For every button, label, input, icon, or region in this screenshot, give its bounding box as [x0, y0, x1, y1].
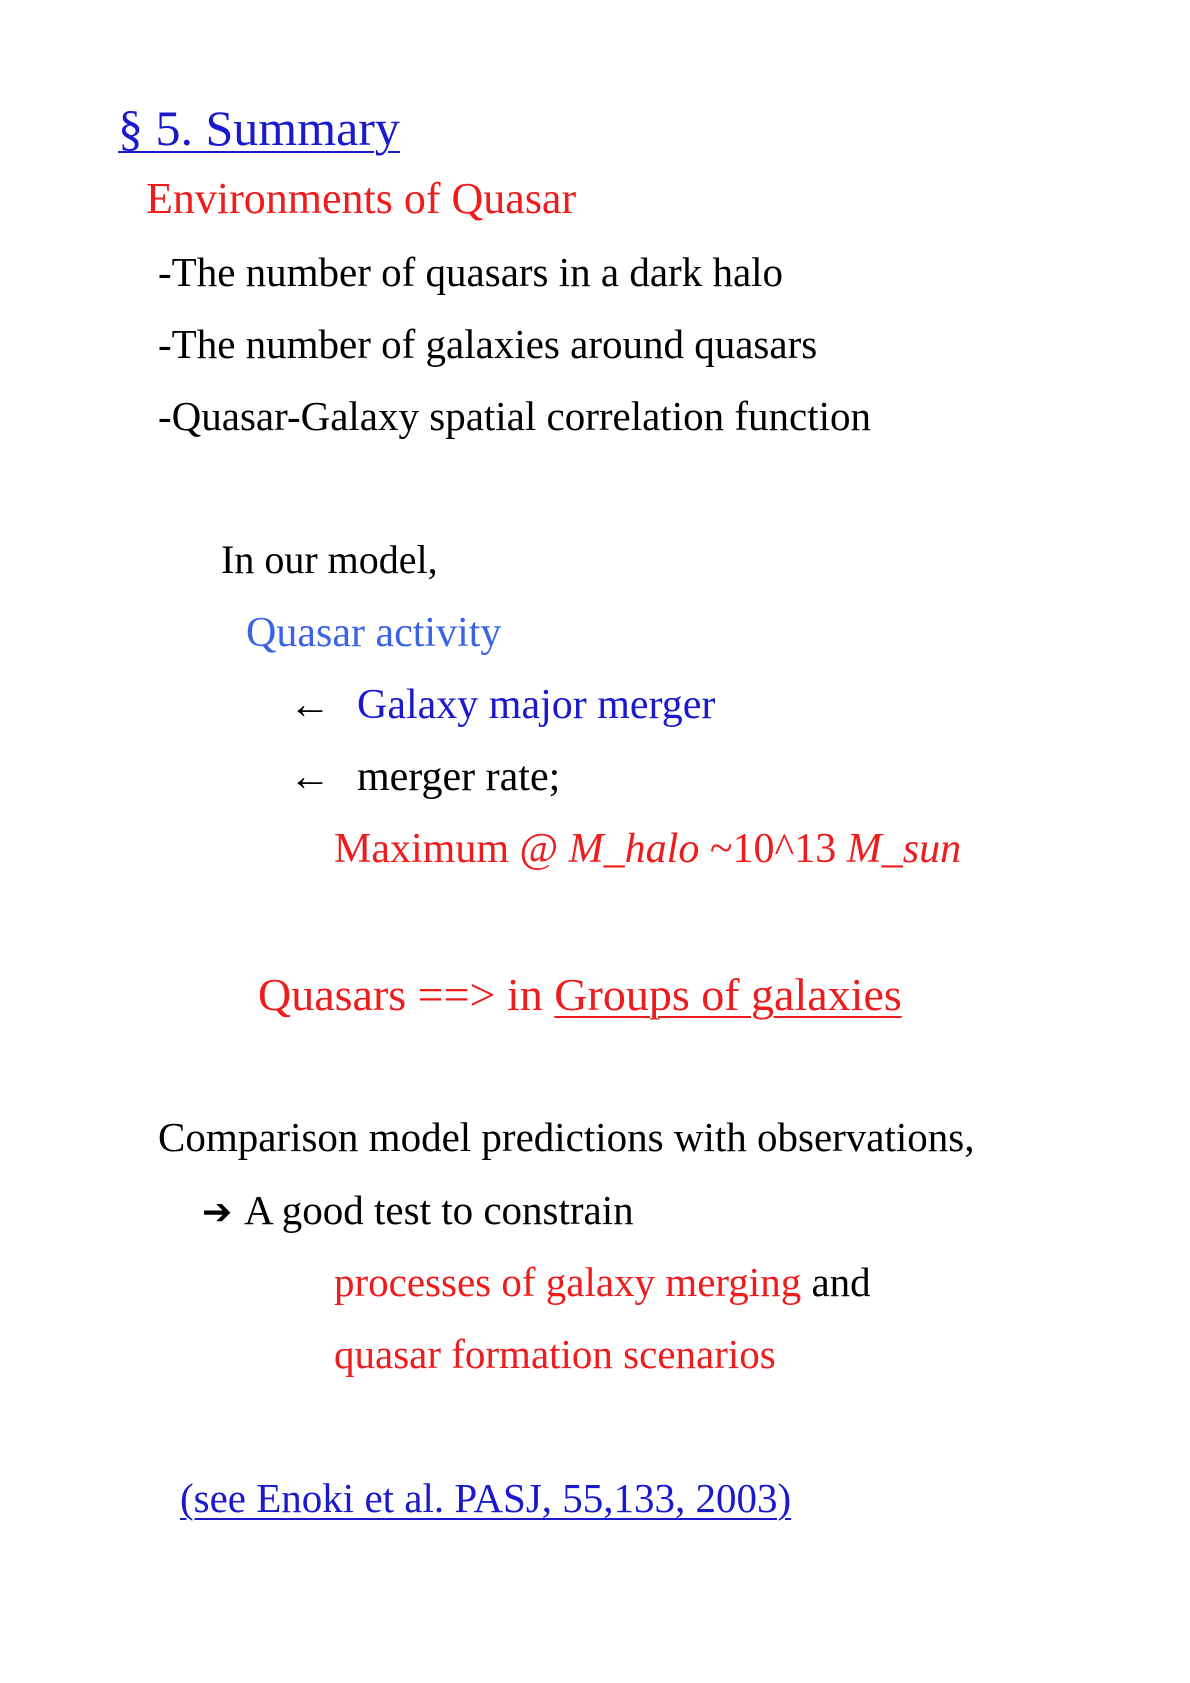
major-merger-line: [289, 684, 715, 726]
good-test: A good test to constrain: [244, 1187, 634, 1233]
comparison-line: Comparison model predictions with observations,: [158, 1114, 975, 1160]
merger-rate: merger rate;: [357, 754, 561, 800]
reference-link[interactable]: (see Enoki et al. PASJ, 55,133, 2003): [180, 1475, 792, 1521]
groups-of-galaxies: Groups of galaxies: [554, 969, 902, 1020]
maximum-line: [334, 828, 961, 870]
m-halo: M_halo: [568, 826, 700, 872]
bullet-3: -Quasar-Galaxy spatial correlation function: [158, 393, 871, 439]
bullet-1: -The number of quasars in a dark halo: [158, 249, 784, 295]
merger-rate-line: [289, 756, 560, 798]
slide-title: [118, 100, 400, 156]
scenarios-line: quasar formation scenarios: [334, 1331, 776, 1377]
processes-line: [334, 1259, 871, 1305]
bullet-2: -The number of galaxies around quasars: [158, 321, 818, 367]
major-merger: Galaxy major merger: [357, 682, 716, 728]
and-text: and: [801, 1259, 871, 1305]
right-arrow-icon: ➔: [202, 1192, 233, 1233]
maximum-prefix: Maximum @: [334, 826, 569, 872]
maximum-approx: ~10^13: [699, 826, 847, 872]
m-sun: M_sun: [846, 826, 962, 872]
model-intro: In our model,: [221, 537, 438, 582]
left-arrow-icon: ←: [289, 754, 331, 800]
processes: processes of galaxy merging: [334, 1259, 802, 1305]
quasar-activity: Quasar activity: [246, 610, 502, 656]
conclusion-prefix: Quasars ==> in: [258, 969, 555, 1020]
conclusion-line: [258, 969, 902, 1020]
section-heading: Environments of Quasar: [146, 174, 577, 223]
slide-title-text: § 5. Summary: [118, 100, 400, 156]
left-arrow-icon: ←: [289, 682, 331, 728]
good-test-line: [202, 1187, 634, 1233]
